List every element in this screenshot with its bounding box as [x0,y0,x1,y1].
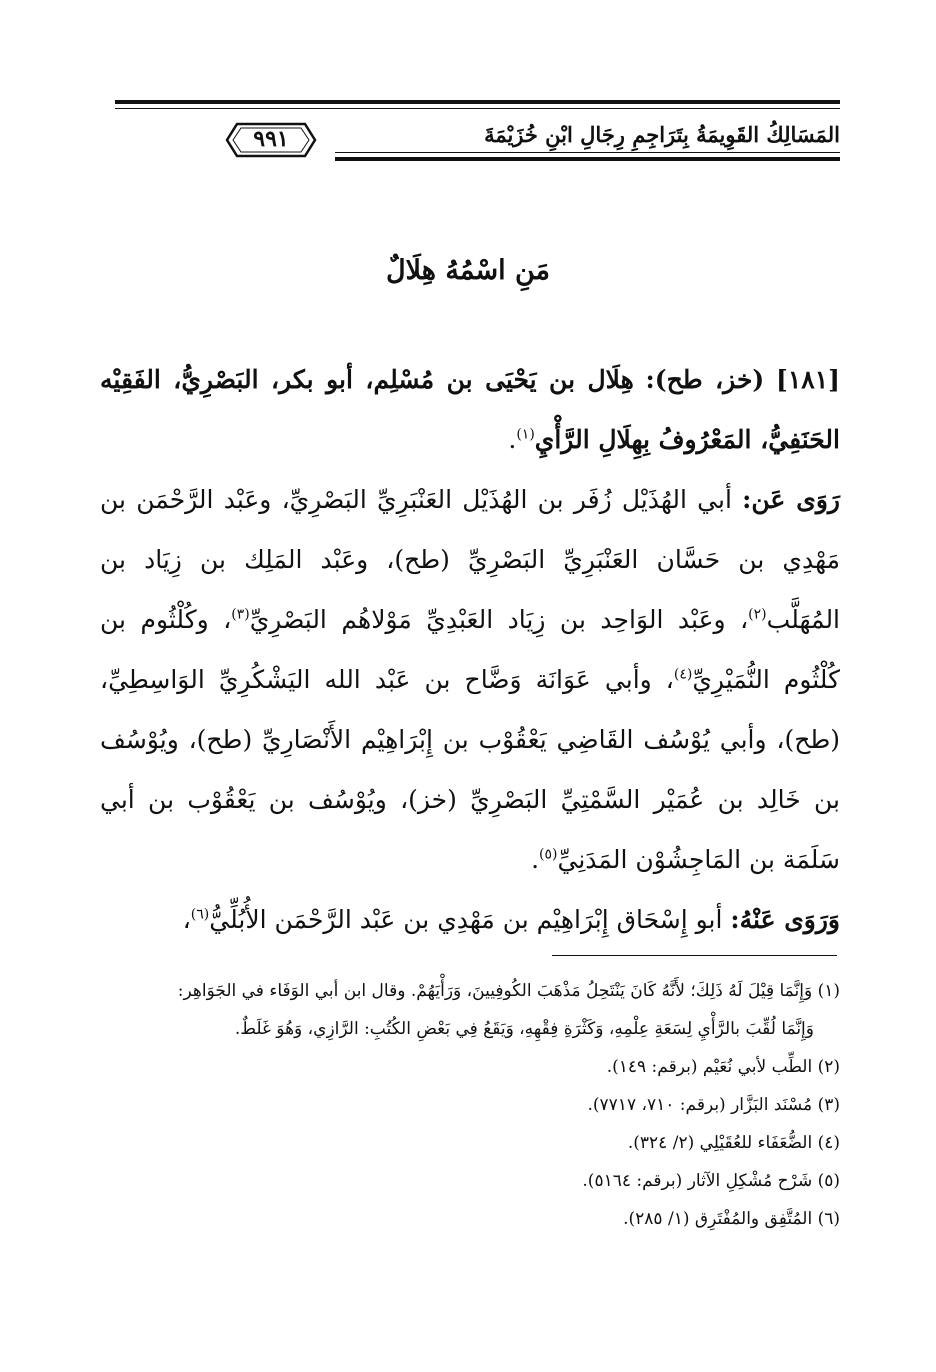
teachers-text-1: أبي الهُذَيْل زُفَر بن الهُذَيْل العَنْبَرِيِّ البَصْرِيِّ، وعَبْد الرَّحْمَن بن مَهْدِي بن حَسَّان العَنْبَرِيِّ البَصْرِيِّ (طح)، وعَبْد المَلِك بن زِيَاد بن المُهَلَّب [100,485,841,634]
footnote-3: (٣) مُسْنَد البَزَّار (برقم: ٧١٠، ٧٧١٧). [587,1095,840,1115]
running-title: المَسَالِكُ القَوِيمَةُ بِتَرَاجِمِ رِجَالِ ابْنِ خُزَيْمَةَ [484,122,840,147]
entry-laqab: الحَنَفِيُّ، المَعْرُوفُ بِهِلَالِ الرَّأْيِ [534,425,840,454]
footnote-ref-6: (٦) [190,906,210,923]
footnote-6: (٦) المُتَّفِق والمُفْتَرِق (١/ ٢٨٥). [623,1209,840,1229]
header-underline-thin [335,152,840,153]
page-number-frame [223,120,319,160]
footnote-1-continued: وَإِنَّمَا لُقِّبَ بالرَّأْيِ لِسَعَةِ عِلْمِهِ، وَكَثْرَةِ فِقْهِهِ، وَيَقَعُ فِي بَعْضِ الكُتُبِ: الرَّازِي، وَهُوَ غَلَطٌ. [234,1019,814,1039]
entry-title-end: . [508,425,517,454]
header-rule-thick [115,100,840,104]
footnote-ref-4: (٤) [673,666,693,683]
entry-number: [١٨١] [776,365,840,394]
entry-name: هِلَال بن يَحْيَى بن مُسْلِم، أبو بكر، البَصْرِيُّ، الفَقِيْه [100,365,634,394]
students-text: أبو إِسْحَاق إِبْرَاهِيْم بن مَهْدِي بن عَبْد الرَّحْمَن الأُبُلِّيُّ [209,905,723,934]
teachers-text-4: ، وأبي عَوَانَة وَضَّاح بن عَبْد الله اليَشْكُرِيِّ الوَاسِطِيِّ، (طح)، وأبي يُوْسُف القَاضِي يَعْقُوْب بن إِبْرَاهِيْم الأَنْصَارِيِّ (طح)، ويُوْسُف بن خَالِد بن عُمَيْر السَّمْتِيِّ البَصْرِيِّ (خز)، ويُوْسُف بن يَعْقُوْب بن أبي سَلَمَة بن المَاجِشُوْن المَدَنِيِّ [100,665,840,874]
entry-body [100,350,840,950]
teachers-end: . [531,845,540,874]
entry-codes: (خز، طح): [645,365,765,394]
teachers-paragraph [100,470,840,890]
footnote-1: (١) وَإِنَّمَا قِيْلَ لَهُ ذَلِكَ؛ لأَنَّهُ كَانَ يَنْتَحِلُ مَذْهَبَ الكُوفِيينَ، وَرَأْيَهُمْ. وقال ابن أبي الوَفَاء في الجَوَاهِر: [177,981,840,1001]
header-underline-thick [335,157,840,161]
footnote-5: (٥) شَرْح مُشْكِلِ الآثار (برقم: ٥١٦٤). [582,1171,840,1191]
footnote-ref-3: (٣) [231,606,250,623]
footnote-separator [552,955,837,956]
footnotes [100,972,840,1238]
page-number: ٩٩١ [253,126,289,152]
students-paragraph [100,890,840,950]
header-rule-thin [115,108,840,109]
teachers-text-2: ، وعَبْد الوَاحِد بن زِيَاد العَبْدِيِّ مَوْلاهُم البَصْرِيِّ [249,605,749,634]
footnote-ref-5: (٥) [539,846,558,863]
footnote-ref-2: (٢) [748,606,767,623]
footnote-ref-1: (١) [516,426,535,443]
section-heading: مَنِ اسْمُهُ هِلَالٌ [386,255,550,286]
students-label: وَرَوَى عَنْهُ: [730,905,840,934]
teachers-label: رَوَى عَن: [742,485,841,514]
entry-title-paragraph [100,350,840,470]
footnote-4: (٤) الضُّعَفَاء للعُقَيْلِي (٢/ ٣٢٤). [627,1133,840,1153]
teachers-text-3: ، وكُلْثُوم بن كُلْثُوم النُّمَيْرِيِّ [100,605,840,694]
page-header [115,100,840,195]
footnote-2: (٢) الطِّب لأبي نُعَيْم (برقم: ١٤٩). [606,1057,840,1077]
students-end: ، [182,905,191,934]
